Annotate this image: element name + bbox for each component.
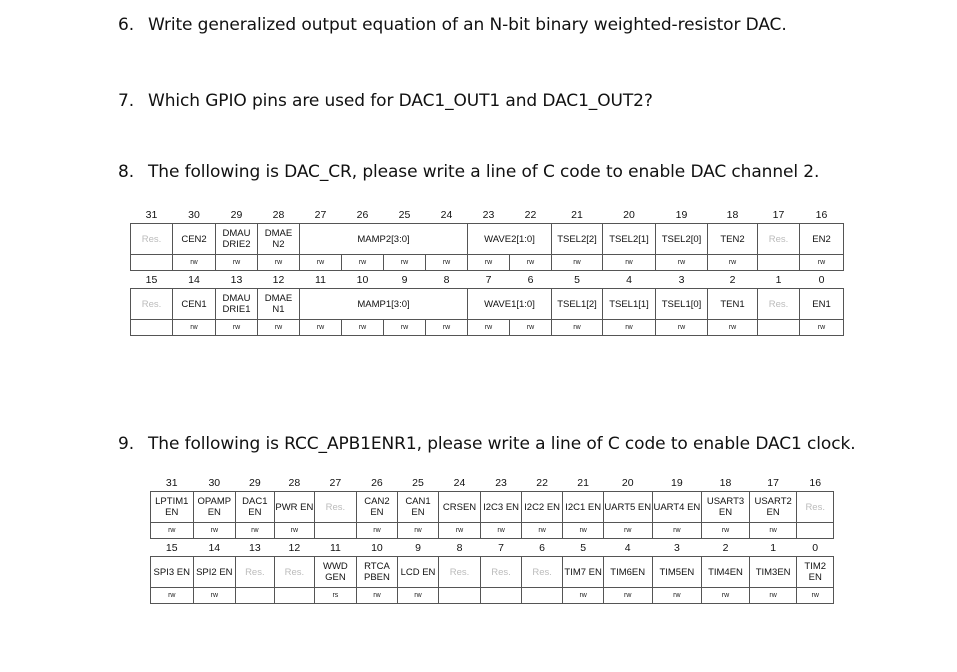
access-type: rw	[384, 320, 426, 336]
register-field: EN1	[800, 289, 844, 320]
access-type: rw	[481, 523, 522, 539]
bit-number: 10	[356, 273, 369, 286]
access-type: rw	[151, 588, 194, 604]
register-field: CEN2	[173, 224, 216, 255]
register-field: CAN2 EN	[356, 492, 398, 523]
dac-cr-lower-fields	[131, 289, 844, 320]
bit-number: 4	[626, 273, 632, 286]
register-field: TIM6EN	[603, 557, 652, 588]
access-type: rw	[356, 588, 398, 604]
register-field: EN2	[800, 224, 844, 255]
bit-number: 24	[440, 208, 453, 221]
bit-number: 25	[412, 476, 424, 489]
register-field: TSEL1[2]	[552, 289, 603, 320]
bit-number: 30	[188, 208, 200, 221]
access-type: rw	[398, 588, 439, 604]
register-field: TSEL2[0]	[656, 224, 708, 255]
register-field: TEN2	[708, 224, 758, 255]
access-type: rs	[315, 588, 357, 604]
bit-number: 23	[495, 476, 507, 489]
access-type: rw	[563, 588, 604, 604]
access-type: rw	[468, 320, 510, 336]
reserved-field: Res.	[438, 557, 481, 588]
question-text: Write generalized output equation of an N-bit binary weighted-resistor DAC.	[148, 15, 787, 35]
reserved-field: Res.	[521, 557, 563, 588]
register-field: TIM5EN	[652, 557, 702, 588]
register-field: WWD GEN	[315, 557, 357, 588]
access-type: rw	[797, 588, 834, 604]
bit-number: 21	[571, 208, 583, 221]
access-type: rw	[438, 523, 481, 539]
access-type	[758, 320, 800, 336]
bit-number: 30	[208, 476, 221, 489]
access-type: rw	[708, 320, 758, 336]
bit-number: 2	[729, 273, 736, 286]
access-type: rw	[258, 320, 300, 336]
access-type: rw	[800, 320, 844, 336]
question-number: 8.	[118, 162, 135, 182]
access-type: rw	[342, 255, 384, 271]
question-text: The following is RCC_APB1ENR1, please write a line of C code to enable DAC1 clock.	[148, 434, 856, 454]
bit-number: 25	[398, 208, 411, 221]
bit-number: 8	[443, 273, 450, 286]
access-type: rw	[563, 523, 604, 539]
bit-number: 31	[145, 208, 158, 221]
dac-cr-upper-bit-numbers	[131, 206, 844, 224]
dac-cr-upper-fields	[131, 224, 844, 255]
register-field: I2C1 EN	[563, 492, 604, 523]
rcc-upper-access	[151, 523, 834, 539]
access-type: rw	[656, 320, 708, 336]
bit-number: 7	[498, 541, 504, 554]
reserved-field: Res.	[758, 289, 800, 320]
question-number: 7.	[118, 91, 135, 111]
access-type	[758, 255, 800, 271]
bit-number: 28	[272, 208, 285, 221]
register-field: CEN1	[173, 289, 216, 320]
bit-number: 19	[671, 476, 683, 489]
question-number: 6.	[118, 15, 135, 35]
access-type: rw	[552, 320, 603, 336]
access-type: rw	[468, 255, 510, 271]
bit-number: 3	[678, 273, 685, 286]
register-field: UART5 EN	[603, 492, 652, 523]
rcc-upper-fields	[151, 492, 834, 523]
question-6	[118, 15, 787, 35]
reserved-field: Res.	[274, 557, 315, 588]
bit-number: 16	[809, 476, 822, 489]
access-type: rw	[426, 320, 468, 336]
question-8	[118, 162, 819, 182]
register-field: OPAMP EN	[193, 492, 236, 523]
register-field: TIM2 EN	[797, 557, 834, 588]
bit-number: 8	[456, 541, 463, 554]
register-field: TSEL1[0]	[656, 289, 708, 320]
bit-number: 13	[230, 273, 243, 286]
access-type: rw	[552, 255, 603, 271]
access-type	[521, 588, 563, 604]
register-field: TSEL2[1]	[603, 224, 656, 255]
bit-number: 23	[482, 208, 495, 221]
bit-number: 9	[401, 273, 408, 286]
dac-cr-lower-access	[131, 320, 844, 336]
access-type: rw	[652, 588, 702, 604]
bit-number: 18	[726, 208, 739, 221]
access-type: rw	[510, 320, 552, 336]
reserved-field: Res.	[131, 289, 173, 320]
bit-number: 12	[288, 541, 301, 554]
access-type: rw	[193, 523, 236, 539]
access-type: rw	[236, 523, 275, 539]
register-field: TEN1	[708, 289, 758, 320]
access-type: rw	[193, 588, 236, 604]
bit-number: 14	[208, 541, 221, 554]
access-type: rw	[300, 255, 342, 271]
access-type: rw	[708, 255, 758, 271]
bit-number: 17	[772, 208, 785, 221]
bit-number: 7	[485, 273, 492, 286]
reserved-field: Res.	[236, 557, 275, 588]
dac-cr-register-table	[130, 206, 844, 336]
register-field: LPTIM1 EN	[151, 492, 194, 523]
bit-number: 6	[539, 541, 546, 554]
bit-number: 0	[812, 541, 819, 554]
access-type	[315, 523, 357, 539]
access-type: rw	[603, 255, 656, 271]
register-field: DMAE N2	[258, 224, 300, 255]
bit-number: 5	[574, 273, 580, 286]
rcc-upper-bit-numbers	[151, 474, 834, 492]
access-type	[236, 588, 275, 604]
register-field: UART4 EN	[652, 492, 702, 523]
dac-cr-lower-bit-numbers	[131, 271, 844, 289]
register-field: PWR EN	[274, 492, 315, 523]
bit-number: 20	[623, 208, 635, 221]
access-type: rw	[749, 588, 797, 604]
access-type: rw	[510, 255, 552, 271]
bit-number: 21	[577, 476, 589, 489]
register-field: DMAE N1	[258, 289, 300, 320]
question-text: Which GPIO pins are used for DAC1_OUT1 and DAC1_OUT2?	[148, 91, 653, 111]
bit-number: 11	[329, 541, 341, 554]
access-type	[131, 320, 173, 336]
bit-number: 29	[249, 476, 261, 489]
register-field: TSEL2[2]	[552, 224, 603, 255]
rcc-lower-access	[151, 588, 834, 604]
reserved-field: Res.	[758, 224, 800, 255]
bit-number: 28	[288, 476, 301, 489]
access-type: rw	[702, 523, 750, 539]
access-type: rw	[258, 255, 300, 271]
register-field: TSEL1[1]	[603, 289, 656, 320]
access-type: rw	[652, 523, 702, 539]
register-field: DMAU DRIE2	[216, 224, 258, 255]
access-type: rw	[216, 320, 258, 336]
bit-number: 22	[536, 476, 548, 489]
bit-number: 26	[356, 208, 369, 221]
access-type: rw	[216, 255, 258, 271]
register-field: CRSEN	[438, 492, 481, 523]
access-type: rw	[603, 523, 652, 539]
bit-number: 29	[230, 208, 243, 221]
register-field: MAMP1[3:0]	[300, 289, 468, 320]
bit-number: 22	[524, 208, 537, 221]
rcc-apb1enr1-register-table	[150, 474, 834, 604]
reserved-field: Res.	[315, 492, 357, 523]
register-field: TIM7 EN	[563, 557, 604, 588]
bit-number: 17	[767, 476, 779, 489]
bit-number: 13	[249, 541, 261, 554]
register-field: MAMP2[3:0]	[300, 224, 468, 255]
access-type: rw	[521, 523, 563, 539]
bit-number: 15	[165, 541, 178, 554]
bit-number: 4	[624, 541, 631, 554]
access-type: rw	[702, 588, 750, 604]
bit-number: 10	[371, 541, 383, 554]
rcc-lower-bit-numbers	[151, 539, 834, 557]
bit-number: 1	[775, 273, 782, 286]
register-field: WAVE2[1:0]	[468, 224, 552, 255]
register-field: USART2 EN	[749, 492, 797, 523]
bit-number: 27	[329, 476, 342, 489]
register-field: RTCA PBEN	[356, 557, 398, 588]
bit-number: 15	[145, 273, 158, 286]
bit-number: 3	[673, 541, 680, 554]
question-text: The following is DAC_CR, please write a line of C code to enable DAC channel 2.	[148, 162, 820, 182]
bit-number: 1	[770, 541, 777, 554]
access-type: rw	[426, 255, 468, 271]
register-field: SPI2 EN	[193, 557, 236, 588]
access-type: rw	[384, 255, 426, 271]
bit-number: 12	[272, 273, 285, 286]
reserved-field: Res.	[481, 557, 522, 588]
access-type: rw	[656, 255, 708, 271]
bit-number: 14	[188, 273, 200, 286]
access-type: rw	[274, 523, 315, 539]
reserved-field: Res.	[131, 224, 173, 255]
bit-number: 11	[315, 273, 326, 286]
bit-number: 0	[818, 273, 825, 286]
register-field: SPI3 EN	[151, 557, 194, 588]
bit-number: 24	[453, 476, 466, 489]
register-field: USART3 EN	[702, 492, 750, 523]
register-field: WAVE1[1:0]	[468, 289, 552, 320]
rcc-lower-fields	[151, 557, 834, 588]
bit-number: 27	[314, 208, 327, 221]
access-type: rw	[300, 320, 342, 336]
bit-number: 2	[722, 541, 729, 554]
bit-number: 5	[580, 541, 587, 554]
access-type: rw	[398, 523, 439, 539]
bit-number: 31	[165, 476, 178, 489]
register-field: DAC1 EN	[236, 492, 275, 523]
access-type	[481, 588, 522, 604]
bit-number: 6	[527, 273, 534, 286]
access-type: rw	[749, 523, 797, 539]
register-field: DMAU DRIE1	[216, 289, 258, 320]
bit-number: 26	[371, 476, 383, 489]
bit-number: 16	[815, 208, 828, 221]
register-field: CAN1 EN	[398, 492, 439, 523]
access-type: rw	[151, 523, 194, 539]
access-type	[797, 523, 834, 539]
dac-cr-upper-access	[131, 255, 844, 271]
access-type: rw	[603, 588, 652, 604]
bit-number: 19	[675, 208, 688, 221]
access-type	[274, 588, 315, 604]
question-7	[118, 91, 653, 111]
register-field: I2C3 EN	[481, 492, 522, 523]
bit-number: 18	[719, 476, 732, 489]
access-type: rw	[173, 255, 216, 271]
access-type	[438, 588, 481, 604]
access-type: rw	[603, 320, 656, 336]
register-field: LCD EN	[398, 557, 439, 588]
question-number: 9.	[118, 434, 135, 454]
access-type: rw	[342, 320, 384, 336]
access-type	[131, 255, 173, 271]
access-type: rw	[356, 523, 398, 539]
question-9	[118, 434, 856, 454]
reserved-field: Res.	[797, 492, 834, 523]
register-field: TIM4EN	[702, 557, 750, 588]
register-field: TIM3EN	[749, 557, 797, 588]
register-field: I2C2 EN	[521, 492, 563, 523]
access-type: rw	[800, 255, 844, 271]
bit-number: 20	[621, 476, 634, 489]
bit-number: 9	[415, 541, 421, 554]
access-type: rw	[173, 320, 216, 336]
